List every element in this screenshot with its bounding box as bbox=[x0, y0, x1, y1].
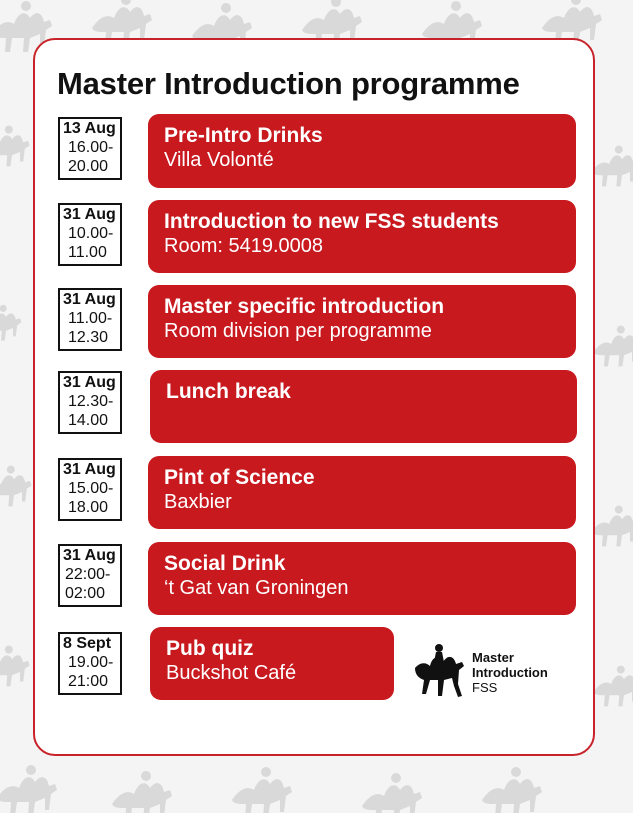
event-block bbox=[148, 456, 576, 529]
event-title: Pint of Science bbox=[164, 466, 315, 489]
event-location: Villa Volonté bbox=[164, 149, 274, 171]
event-time: 22:00- 02:00 bbox=[65, 566, 111, 602]
event-location: Room: 5419.0008 bbox=[164, 235, 324, 257]
event-block bbox=[148, 285, 576, 358]
event-time: 11.00- 12.30 bbox=[68, 310, 113, 346]
event-time: 16.00- 20.00 bbox=[68, 139, 114, 175]
event-block bbox=[148, 114, 576, 188]
event-time: 10.00- 11.00 bbox=[68, 225, 114, 261]
event-time: 15.00- 18.00 bbox=[68, 480, 114, 516]
event-location: Buckshot Café bbox=[166, 662, 297, 684]
logo-line-2: Introduction bbox=[472, 665, 548, 680]
time-box bbox=[58, 117, 122, 180]
logo-text bbox=[472, 650, 548, 695]
camel-rider-icon bbox=[412, 642, 474, 700]
time-box bbox=[58, 203, 122, 266]
event-date: 31 Aug bbox=[63, 374, 116, 391]
page-title: Master Introduction programme bbox=[57, 66, 520, 101]
event-location: Room division per programme bbox=[164, 320, 432, 342]
logo-line-3: FSS bbox=[472, 680, 498, 695]
event-title: Pub quiz bbox=[166, 637, 254, 660]
event-block bbox=[150, 627, 394, 700]
time-box bbox=[58, 458, 122, 521]
time-box bbox=[58, 371, 122, 434]
event-title: Pre-Intro Drinks bbox=[164, 124, 323, 147]
event-date: 13 Aug bbox=[63, 120, 116, 137]
event-date: 31 Aug bbox=[63, 547, 116, 564]
time-box bbox=[58, 632, 122, 695]
master-introduction-logo bbox=[412, 642, 582, 702]
event-date: 31 Aug bbox=[63, 206, 116, 223]
event-date: 31 Aug bbox=[63, 291, 116, 308]
event-location: ‘t Gat van Groningen bbox=[164, 577, 349, 599]
time-box bbox=[58, 544, 122, 607]
event-title: Introduction to new FSS students bbox=[164, 210, 499, 233]
event-title: Social Drink bbox=[164, 552, 286, 575]
event-date: 31 Aug bbox=[63, 461, 116, 478]
event-block bbox=[150, 370, 577, 443]
logo-line-1: Master bbox=[472, 650, 514, 665]
event-time: 19.00- 21:00 bbox=[68, 654, 114, 690]
event-location: Baxbier bbox=[164, 491, 232, 513]
time-box bbox=[58, 288, 122, 351]
event-time: 12.30- 14.00 bbox=[68, 393, 114, 429]
event-block bbox=[148, 542, 576, 615]
event-title: Lunch break bbox=[166, 380, 291, 403]
event-date: 8 Sept bbox=[63, 635, 112, 652]
event-title: Master specific introduction bbox=[164, 295, 445, 318]
event-block bbox=[148, 200, 576, 273]
